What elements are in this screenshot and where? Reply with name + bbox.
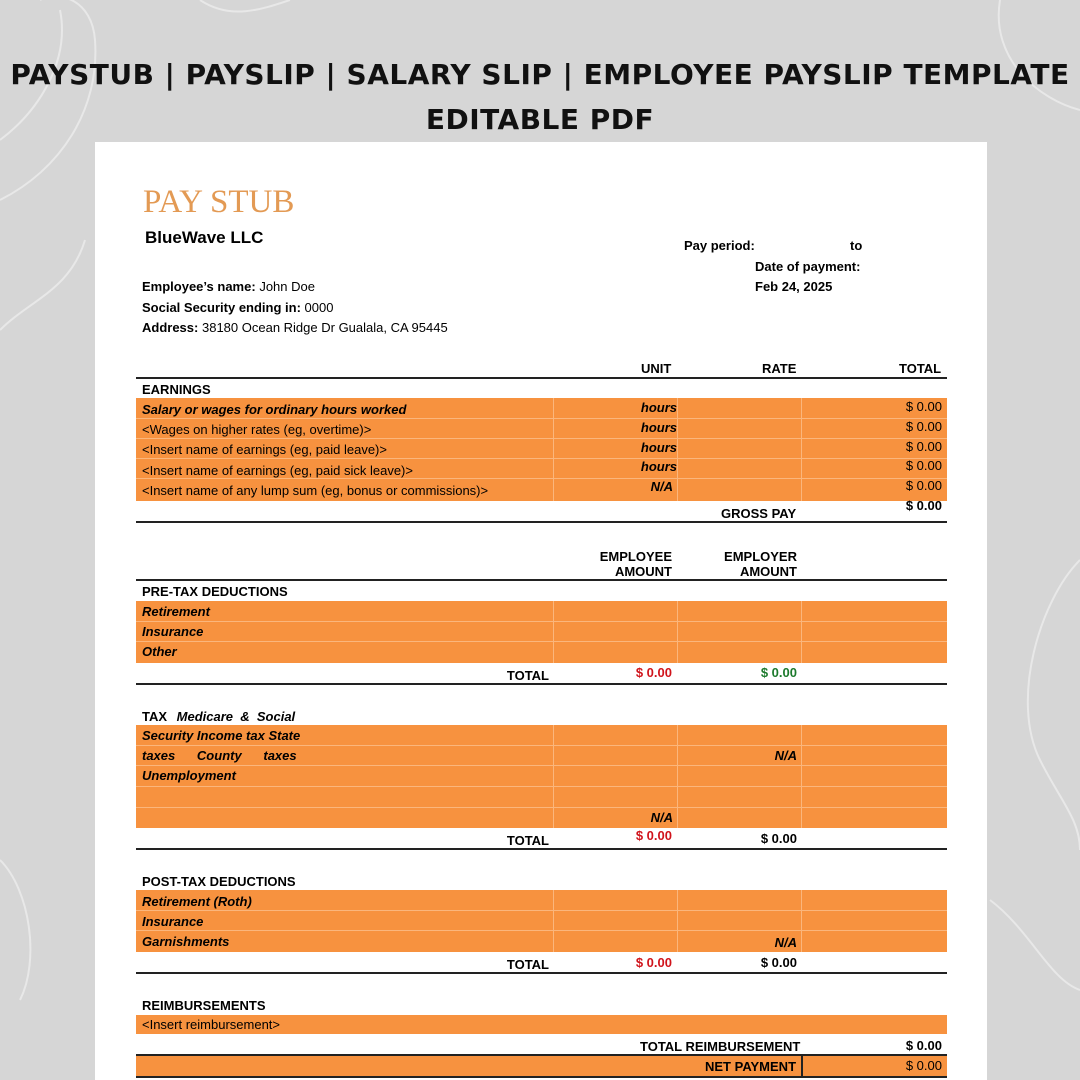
- net-payment-row: [136, 1056, 947, 1076]
- employee-amount-header-line1: EMPLOYEE: [599, 549, 672, 564]
- address-value: 38180 Ocean Ridge Dr Gualala, CA 95445: [201, 320, 448, 335]
- col-unit: UNIT: [641, 361, 672, 376]
- divider: [136, 377, 947, 379]
- earning-row-total: $ 0.00: [905, 439, 942, 454]
- posttax-heading: POST-TAX DEDUCTIONS: [142, 874, 296, 889]
- earning-row-unit[interactable]: hours: [640, 459, 677, 474]
- banner-line-1: PAYSTUB | PAYSLIP | SALARY SLIP | EMPLOYEE PAYSLIP TEMPLATE: [10, 58, 1070, 91]
- earning-row-total: $ 0.00: [905, 478, 942, 493]
- pretax-employee-total: $ 0.00: [635, 665, 672, 680]
- divider: [136, 683, 947, 685]
- employee-name-row: [142, 279, 315, 294]
- earning-row-total: $ 0.00: [905, 419, 942, 434]
- pretax-row-label[interactable]: Other: [142, 644, 177, 659]
- total-reimbursement-value: $ 0.00: [905, 1038, 942, 1053]
- tax-heading: TAX: [142, 709, 168, 724]
- tax-row-label[interactable]: Security Income tax State: [142, 728, 301, 743]
- pretax-employer-total: $ 0.00: [760, 665, 797, 680]
- employee-amount-header-line2: AMOUNT: [614, 564, 672, 579]
- tax-row-na: N/A: [774, 748, 797, 763]
- company-name: BlueWave LLC: [145, 228, 264, 247]
- pretax-total-label: TOTAL: [506, 668, 549, 683]
- tax-row-label[interactable]: Unemployment: [142, 768, 236, 783]
- earning-row-label[interactable]: <Wages on higher rates (eg, overtime)>: [142, 422, 372, 437]
- earning-row-label[interactable]: <Insert name of earnings (eg, paid sick leave)>: [142, 463, 413, 478]
- tax-heading-extra: Medicare & Social: [176, 709, 296, 724]
- tax-row-label[interactable]: taxes County taxes: [142, 748, 297, 763]
- employee-amount-header: [575, 549, 672, 579]
- divider: [136, 1076, 947, 1078]
- banner-line-2: EDITABLE PDF: [425, 103, 655, 136]
- gross-pay-label: GROSS PAY: [721, 506, 797, 521]
- net-payment-label: NET PAYMENT: [705, 1059, 797, 1074]
- ssn-label: Social Security ending in:: [142, 300, 301, 315]
- earning-row-total: $ 0.00: [905, 458, 942, 473]
- document-title: PAY STUB: [143, 184, 295, 220]
- address-row: [142, 320, 448, 335]
- net-payment-value: $ 0.00: [905, 1058, 942, 1073]
- employee-name: John Doe: [259, 279, 315, 294]
- posttax-row-label[interactable]: Insurance: [142, 914, 204, 929]
- ssn-value: 0000: [304, 300, 334, 315]
- earning-row-label[interactable]: Salary or wages for ordinary hours worked: [142, 402, 407, 417]
- pretax-heading: PRE-TAX DEDUCTIONS: [142, 584, 288, 599]
- col-rate: RATE: [762, 361, 797, 376]
- posttax-total-label: TOTAL: [506, 957, 549, 972]
- earning-row-unit[interactable]: N/A: [650, 479, 673, 494]
- reimbursement-row-label[interactable]: <Insert reimbursement>: [142, 1017, 281, 1032]
- divider: [136, 521, 947, 523]
- earning-row-label[interactable]: <Insert name of any lump sum (eg, bonus or commissions)>: [142, 483, 489, 498]
- gross-pay-value: $ 0.00: [905, 498, 942, 513]
- col-total: TOTAL: [899, 361, 942, 376]
- posttax-employer-total: $ 0.00: [760, 955, 797, 970]
- pretax-table: [136, 601, 947, 663]
- posttax-row-label[interactable]: Garnishments: [142, 934, 230, 949]
- employer-amount-header-line1: EMPLOYER: [724, 549, 797, 564]
- employer-amount-header: [695, 549, 797, 579]
- divider: [136, 848, 947, 850]
- posttax-row-na: N/A: [774, 935, 797, 950]
- date-of-payment: Feb 24, 2025: [755, 279, 833, 294]
- earning-row-unit[interactable]: hours: [640, 420, 677, 435]
- earning-row-total: $ 0.00: [905, 399, 942, 414]
- tax-heading-row: [142, 709, 295, 724]
- earnings-heading: EARNINGS: [142, 382, 211, 397]
- earning-row-unit[interactable]: hours: [640, 400, 677, 415]
- earning-row-unit[interactable]: hours: [640, 440, 677, 455]
- reimbursements-heading: REIMBURSEMENTS: [142, 998, 266, 1013]
- pay-period-to: to: [850, 238, 863, 253]
- banner-title: [0, 52, 1080, 142]
- divider: [136, 972, 947, 974]
- pay-period-label: Pay period:: [684, 238, 755, 253]
- posttax-row-label[interactable]: Retirement (Roth): [142, 894, 252, 909]
- address-label: Address:: [142, 320, 199, 335]
- earning-row-label[interactable]: <Insert name of earnings (eg, paid leave)>: [142, 442, 387, 457]
- pretax-row-label[interactable]: Insurance: [142, 624, 204, 639]
- pay-stub-document: [95, 142, 987, 1080]
- date-of-payment-label: Date of payment:: [755, 259, 861, 274]
- total-reimbursement-label: TOTAL REIMBURSEMENT: [640, 1039, 801, 1054]
- tax-employer-total: $ 0.00: [760, 831, 797, 846]
- employer-amount-header-line2: AMOUNT: [739, 564, 797, 579]
- tax-employee-total: $ 0.00: [635, 828, 672, 843]
- divider: [136, 579, 947, 581]
- tax-row-na: N/A: [650, 810, 673, 825]
- ssn-row: [142, 300, 333, 315]
- pretax-row-label[interactable]: Retirement: [142, 604, 210, 619]
- employee-name-label: Employee’s name:: [142, 279, 256, 294]
- divider: [801, 1056, 803, 1076]
- posttax-table: [136, 890, 947, 952]
- posttax-employee-total: $ 0.00: [635, 955, 672, 970]
- tax-total-label: TOTAL: [506, 833, 549, 848]
